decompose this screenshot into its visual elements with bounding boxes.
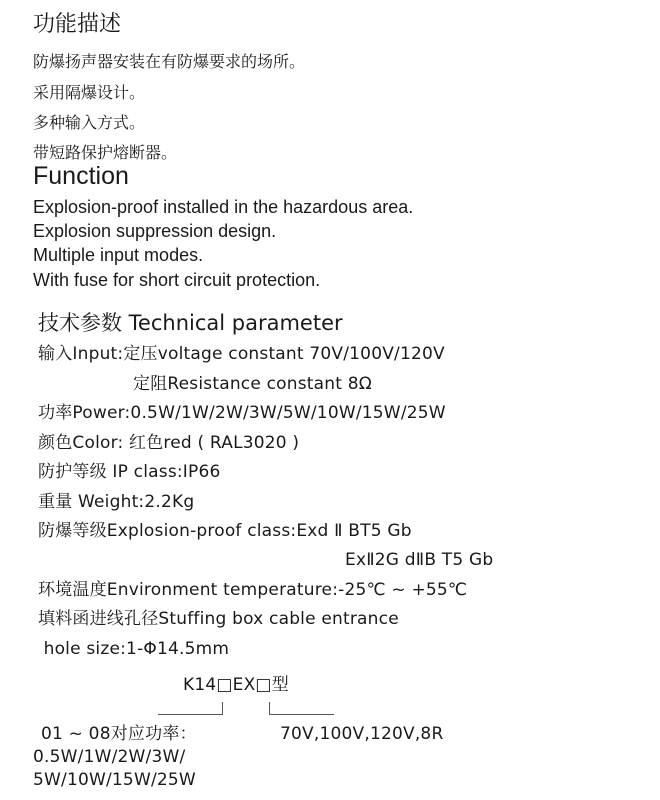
en-function-item: Multiple input modes. xyxy=(33,245,204,265)
param-temperature: 环境温度Environment temperature:-25℃ ~ +55℃ xyxy=(38,580,468,600)
en-function-title: Function xyxy=(33,162,129,190)
bracket-left xyxy=(158,714,223,715)
param-resistance: 定阻Resistance constant 8Ω xyxy=(133,374,372,394)
cn-function-title: 功能描述 xyxy=(33,12,122,37)
param-weight: 重量 Weight:2.2Kg xyxy=(38,492,195,512)
param-explosion-class: 防爆等级Explosion-proof class:Exd Ⅱ BT5 Gb xyxy=(38,521,412,541)
cn-function-item: 防爆扬声器安装在有防爆要求的场所。 xyxy=(33,52,306,71)
cn-function-item: 带短路保护熔断器。 xyxy=(33,143,178,162)
model-code: K14□EX□型 xyxy=(183,675,289,695)
param-input: 输入Input:定压voltage constant 70V/100V/120V xyxy=(38,344,445,364)
bracket-left-stem xyxy=(222,702,223,715)
bracket-right-stem xyxy=(269,702,270,715)
bracket-right xyxy=(269,714,334,715)
model-power-values: 0.5W/1W/2W/3W/ xyxy=(33,747,186,767)
param-color: 颜色Color: 红色red ( RAL3020 ) xyxy=(38,433,300,453)
model-power-values: 5W/10W/15W/25W xyxy=(33,770,196,790)
cn-function-item: 采用隔爆设计。 xyxy=(33,83,146,102)
tech-title: 技术参数 Technical parameter xyxy=(38,311,343,335)
model-left-label: 01 ~ 08对应功率： xyxy=(41,724,197,744)
param-stuffing-box: 填料函进线孔径Stuffing box cable entrance xyxy=(38,609,399,629)
param-power: 功率Power:0.5W/1W/2W/3W/5W/10W/15W/25W xyxy=(38,403,446,423)
param-explosion-class-2: ExⅡ2G dⅡB T5 Gb xyxy=(345,550,494,570)
param-hole-size: hole size:1-Φ14.5mm xyxy=(38,639,230,659)
en-function-item: Explosion-proof installed in the hazardous area. xyxy=(33,197,414,217)
en-function-item: With fuse for short circuit protection. xyxy=(33,270,321,290)
cn-function-item: 多种输入方式。 xyxy=(33,113,146,132)
en-function-item: Explosion suppression design. xyxy=(33,221,277,241)
param-ip-class: 防护等级 IP class:IP66 xyxy=(38,462,221,482)
model-right-label: 70V,100V,120V,8R xyxy=(280,724,444,744)
